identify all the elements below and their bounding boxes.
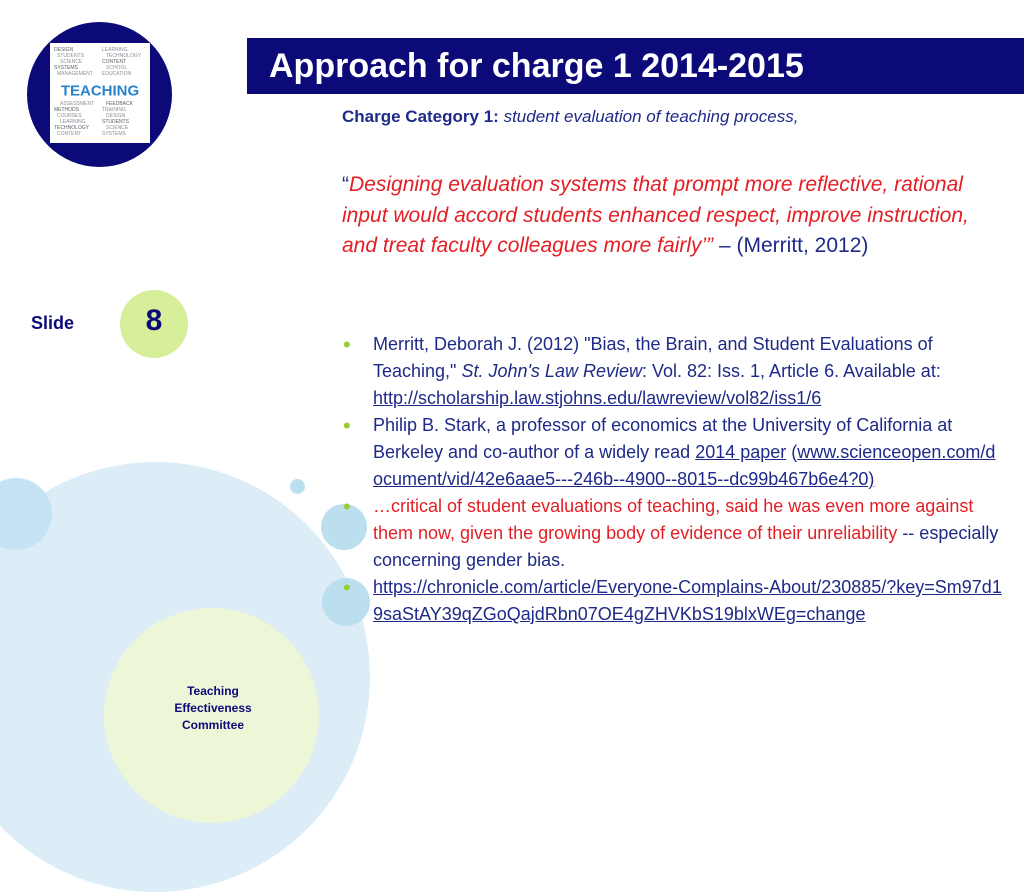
green-dot-icon: • xyxy=(343,332,351,357)
slide-title: Approach for charge 1 2014-2015 xyxy=(269,47,804,85)
list-item xyxy=(342,493,1002,574)
chronicle-link[interactable]: https://chronicle.com/article/Everyone-Complains-About/230885/?key=Sm97d19saStAY39qZGoQajdRbn07OE4gZHVKbS19blxWEg=change xyxy=(373,577,1002,624)
green-dot-icon: • xyxy=(343,494,351,519)
logo-teaching-word: TEACHING xyxy=(60,82,140,100)
quote-block xyxy=(342,170,1002,262)
logo-cloud-word: SCHOOL xyxy=(106,65,128,71)
reference-text: ( xyxy=(786,442,798,462)
list-item xyxy=(342,412,1002,493)
journal-name: St. John's Law Review xyxy=(461,361,642,381)
logo-cloud-word: CONTENT xyxy=(57,131,82,137)
slide-number: 8 xyxy=(145,304,163,337)
paper-link[interactable]: 2014 paper xyxy=(695,442,787,462)
logo-cloud-word: LEARNING xyxy=(60,119,86,125)
reference-text: Merritt, Deborah J. (2012) "Bias, the Brain, and Student Evaluations of Teaching," xyxy=(373,334,933,381)
charge-label: Charge Category 1: xyxy=(342,107,499,126)
logo-cloud-word: DESIGN xyxy=(54,47,74,53)
logo-cloud-word: TRAINING xyxy=(102,107,126,113)
title-bar xyxy=(247,38,1024,94)
logo-cloud-word: SYSTEMS xyxy=(102,131,126,137)
charge-value: student evaluation of teaching process, xyxy=(503,107,799,126)
slide-number-badge xyxy=(120,290,188,358)
logo-cloud-word: DESIGN xyxy=(106,113,126,119)
list-item xyxy=(342,574,1002,628)
logo-cloud-word: ASSESSMENT xyxy=(60,101,95,107)
logo-cloud-word: TECHNOLOGY xyxy=(106,53,142,59)
slide-label: Slide xyxy=(31,313,75,333)
logo-cloud-word: STUDENTS xyxy=(102,119,129,125)
green-dot-icon: • xyxy=(343,575,351,600)
logo-cloud-word: EDUCATION xyxy=(102,71,132,77)
charge-category xyxy=(342,107,798,127)
teaching-logo xyxy=(50,43,150,143)
logo-cloud-word: TECHNOLOGY xyxy=(54,125,90,131)
logo-cloud-word: STUDENTS xyxy=(57,53,84,59)
logo-cloud-word: COURSES xyxy=(57,113,82,119)
scienceopen-link[interactable]: www.scienceopen.com/document/vid/42e6aae5---246b--4900--8015--dc99b467b6e4?0) xyxy=(373,442,996,489)
footer-line: Effectiveness xyxy=(174,701,252,715)
logo-cloud-word: SCIENCE xyxy=(60,59,83,65)
merritt-link[interactable]: http://scholarship.law.stjohns.edu/lawreview/vol82/iss1/6 xyxy=(373,388,822,408)
word-cloud-graphic xyxy=(50,43,150,143)
logo-cloud-word: SCIENCE xyxy=(106,125,129,131)
decor-bubble-tiny xyxy=(290,479,305,494)
quote-text: Designing evaluation systems that prompt more reflective, rational input would accord students enhanced respect, improve instruction, and treat faculty colleagues more fairly’” xyxy=(342,173,969,257)
logo-cloud-word: FEEDBACK xyxy=(106,101,133,107)
logo-cloud-word: CONTENT xyxy=(102,59,127,65)
quote-citation: – (Merritt, 2012) xyxy=(713,234,869,257)
reference-text: : Vol. 82: Iss. 1, Article 6. Available at: xyxy=(641,361,941,381)
reference-list xyxy=(342,331,1002,628)
green-dot-icon: • xyxy=(343,413,351,438)
quote-open-mark: “ xyxy=(342,173,349,196)
logo-cloud-word: MANAGEMENT xyxy=(57,71,93,77)
footer-line: Teaching xyxy=(187,684,239,698)
list-item xyxy=(342,331,1002,412)
reference-text: Philip B. Stark, a professor of economics at the University of California at Berkeley and co-author of a widely read xyxy=(373,415,953,462)
footer-committee-name xyxy=(152,683,274,734)
footer-line: Committee xyxy=(181,718,244,732)
logo-cloud-word: LEARNING xyxy=(102,47,128,53)
reference-text: -- especially concerning gender bias. xyxy=(373,523,999,570)
logo-cloud-word: SYSTEMS xyxy=(54,65,78,71)
logo-cloud-word: METHODS xyxy=(54,107,79,113)
stark-quote: …critical of student evaluations of teaching, said he was even more against them now, given the growing body of evidence of their unreliability xyxy=(373,496,974,543)
